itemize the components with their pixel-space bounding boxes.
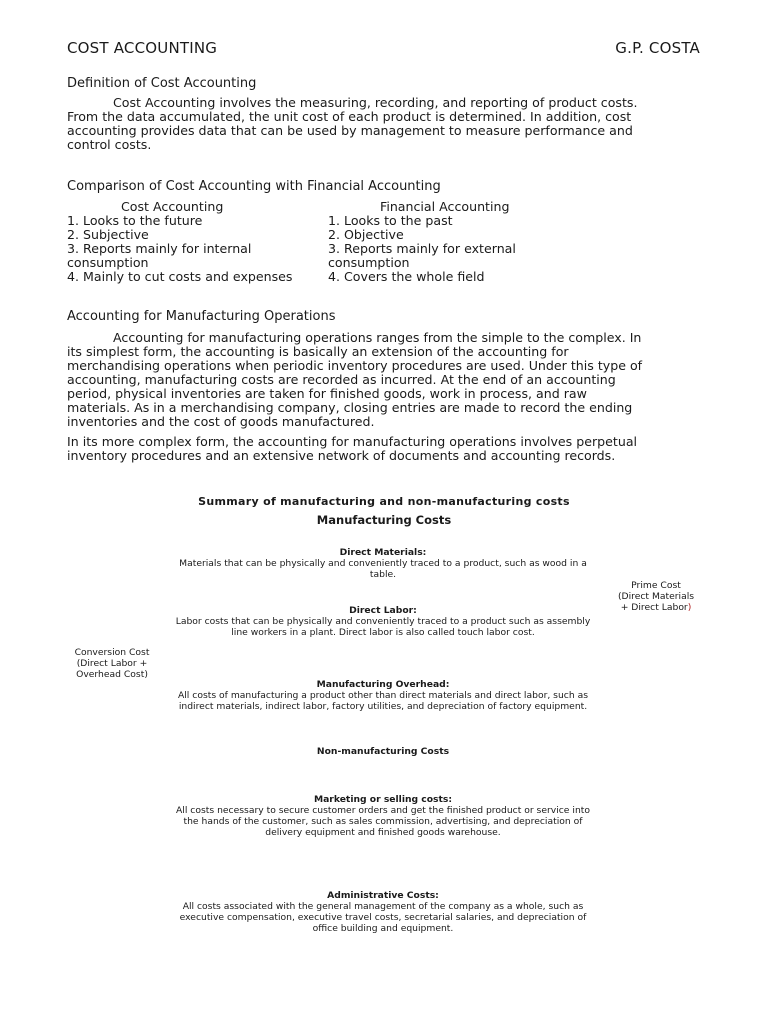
financial-accounting-item: 4. Covers the whole field [328, 269, 485, 284]
prime-cost-note [608, 580, 704, 613]
paragraph-line: inventory procedures and an extensive network of documents and accounting records. [67, 448, 616, 463]
conversion-cost-line: Conversion Cost [74, 647, 150, 658]
marketing-label: Marketing or selling costs: [313, 794, 453, 805]
cost-accounting-item: 4. Mainly to cut costs and expenses [67, 269, 293, 284]
financial-accounting-item: 2. Objective [328, 227, 404, 242]
administrative-text: office building and equipment. [312, 923, 454, 934]
author-name: G.P. COSTA [615, 39, 700, 57]
definition-line: From the data accumulated, the unit cost of each product is determined. In addition, cost [67, 109, 632, 124]
summary-title: Summary of manufacturing and non-manufacturing costs [198, 495, 570, 508]
direct-materials-block [150, 547, 616, 580]
paragraph-line: In its more complex form, the accounting for manufacturing operations involves perpetual [67, 434, 638, 449]
prime-cost-line: + Direct Labor [620, 602, 688, 613]
cost-accounting-title: Cost Accounting [121, 199, 224, 214]
direct-materials-label: Direct Materials: [339, 547, 427, 558]
non-manufacturing-title [150, 746, 616, 757]
manufacturing-paragraph-2 [67, 435, 707, 463]
prime-cost-line: Prime Cost [631, 580, 681, 591]
prime-cost-paren: ) [687, 602, 692, 613]
administrative-text: executive compensation, executive travel costs, secretarial salaries, and depreciation of [179, 912, 587, 923]
overhead-text: All costs of manufacturing a product other than direct materials and direct labor, such as [177, 690, 589, 701]
definition-heading: Definition of Cost Accounting [67, 76, 257, 91]
paragraph-line: period, physical inventories are taken for finished goods, work in process, and raw [67, 386, 587, 401]
definition-line: accounting provides data that can be used by management to measure performance and [67, 123, 633, 138]
page-title: COST ACCOUNTING [67, 39, 218, 57]
direct-labor-block [150, 605, 616, 638]
cost-accounting-item: 3. Reports mainly for internal [67, 241, 252, 256]
overhead-label: Manufacturing Overhead: [316, 679, 450, 690]
cost-accounting-item: 2. Subjective [67, 227, 149, 242]
financial-accounting-item: 1. Looks to the past [328, 213, 453, 228]
marketing-text: All costs necessary to secure customer orders and get the finished product or service into [176, 805, 590, 816]
direct-labor-label: Direct Labor: [349, 605, 417, 616]
direct-materials-text: Materials that can be physically and conveniently traced to a product, such as wood in a [179, 558, 587, 569]
conversion-cost-line: (Direct Labor + [76, 658, 148, 669]
paragraph-line: inventories and the cost of goods manufactured. [67, 414, 375, 429]
prime-cost-line: (Direct Materials [617, 591, 695, 602]
marketing-block [150, 794, 616, 838]
cost-accounting-item: consumption [67, 255, 149, 270]
definition-paragraph [67, 96, 707, 152]
financial-accounting-item: consumption [328, 255, 410, 270]
paragraph-line: Accounting for manufacturing operations ranges from the simple to the complex. In [113, 330, 642, 345]
comparison-heading: Comparison of Cost Accounting with Financial Accounting [67, 179, 441, 194]
manufacturing-heading: Accounting for Manufacturing Operations [67, 309, 336, 324]
definition-line: Cost Accounting involves the measuring, recording, and reporting of product costs. [113, 95, 638, 110]
conversion-cost-note [66, 647, 158, 680]
marketing-text: the hands of the customer, such as sales commission, advertising, and depreciation of [183, 816, 583, 827]
direct-labor-text: Labor costs that can be physically and conveniently traced to a product such as assembly [175, 616, 591, 627]
paragraph-line: its simplest form, the accounting is basically an extension of the accounting for [67, 344, 569, 359]
overhead-block [150, 679, 616, 712]
financial-accounting-item: 3. Reports mainly for external [328, 241, 516, 256]
financial-accounting-column [328, 200, 588, 284]
conversion-cost-line: Overhead Cost) [76, 669, 148, 680]
marketing-text: delivery equipment and finished goods warehouse. [265, 827, 501, 838]
administrative-label: Administrative Costs: [327, 890, 439, 901]
paragraph-line: merchandising operations when periodic inventory procedures are used. Under this type of [67, 358, 643, 373]
direct-materials-text: table. [369, 569, 397, 580]
cost-accounting-item: 1. Looks to the future [67, 213, 203, 228]
cost-accounting-column [67, 200, 322, 284]
administrative-text: All costs associated with the general management of the company as a whole, such as [182, 901, 584, 912]
non-manufacturing-label: Non-manufacturing Costs [316, 746, 450, 757]
manufacturing-costs-title: Manufacturing Costs [316, 513, 452, 527]
definition-line: control costs. [67, 137, 152, 152]
direct-labor-text: line workers in a plant. Direct labor is also called touch labor cost. [231, 627, 535, 638]
financial-accounting-title: Financial Accounting [380, 199, 510, 214]
paragraph-line: accounting, manufacturing costs are recorded as incurred. At the end of an accounting [67, 372, 616, 387]
administrative-block [150, 890, 616, 934]
overhead-text: indirect materials, indirect labor, factory utilities, and depreciation of factory equipment. [178, 701, 588, 712]
manufacturing-paragraph-1 [67, 331, 707, 429]
paragraph-line: materials. As in a merchandising company, closing entries are made to record the ending [67, 400, 633, 415]
